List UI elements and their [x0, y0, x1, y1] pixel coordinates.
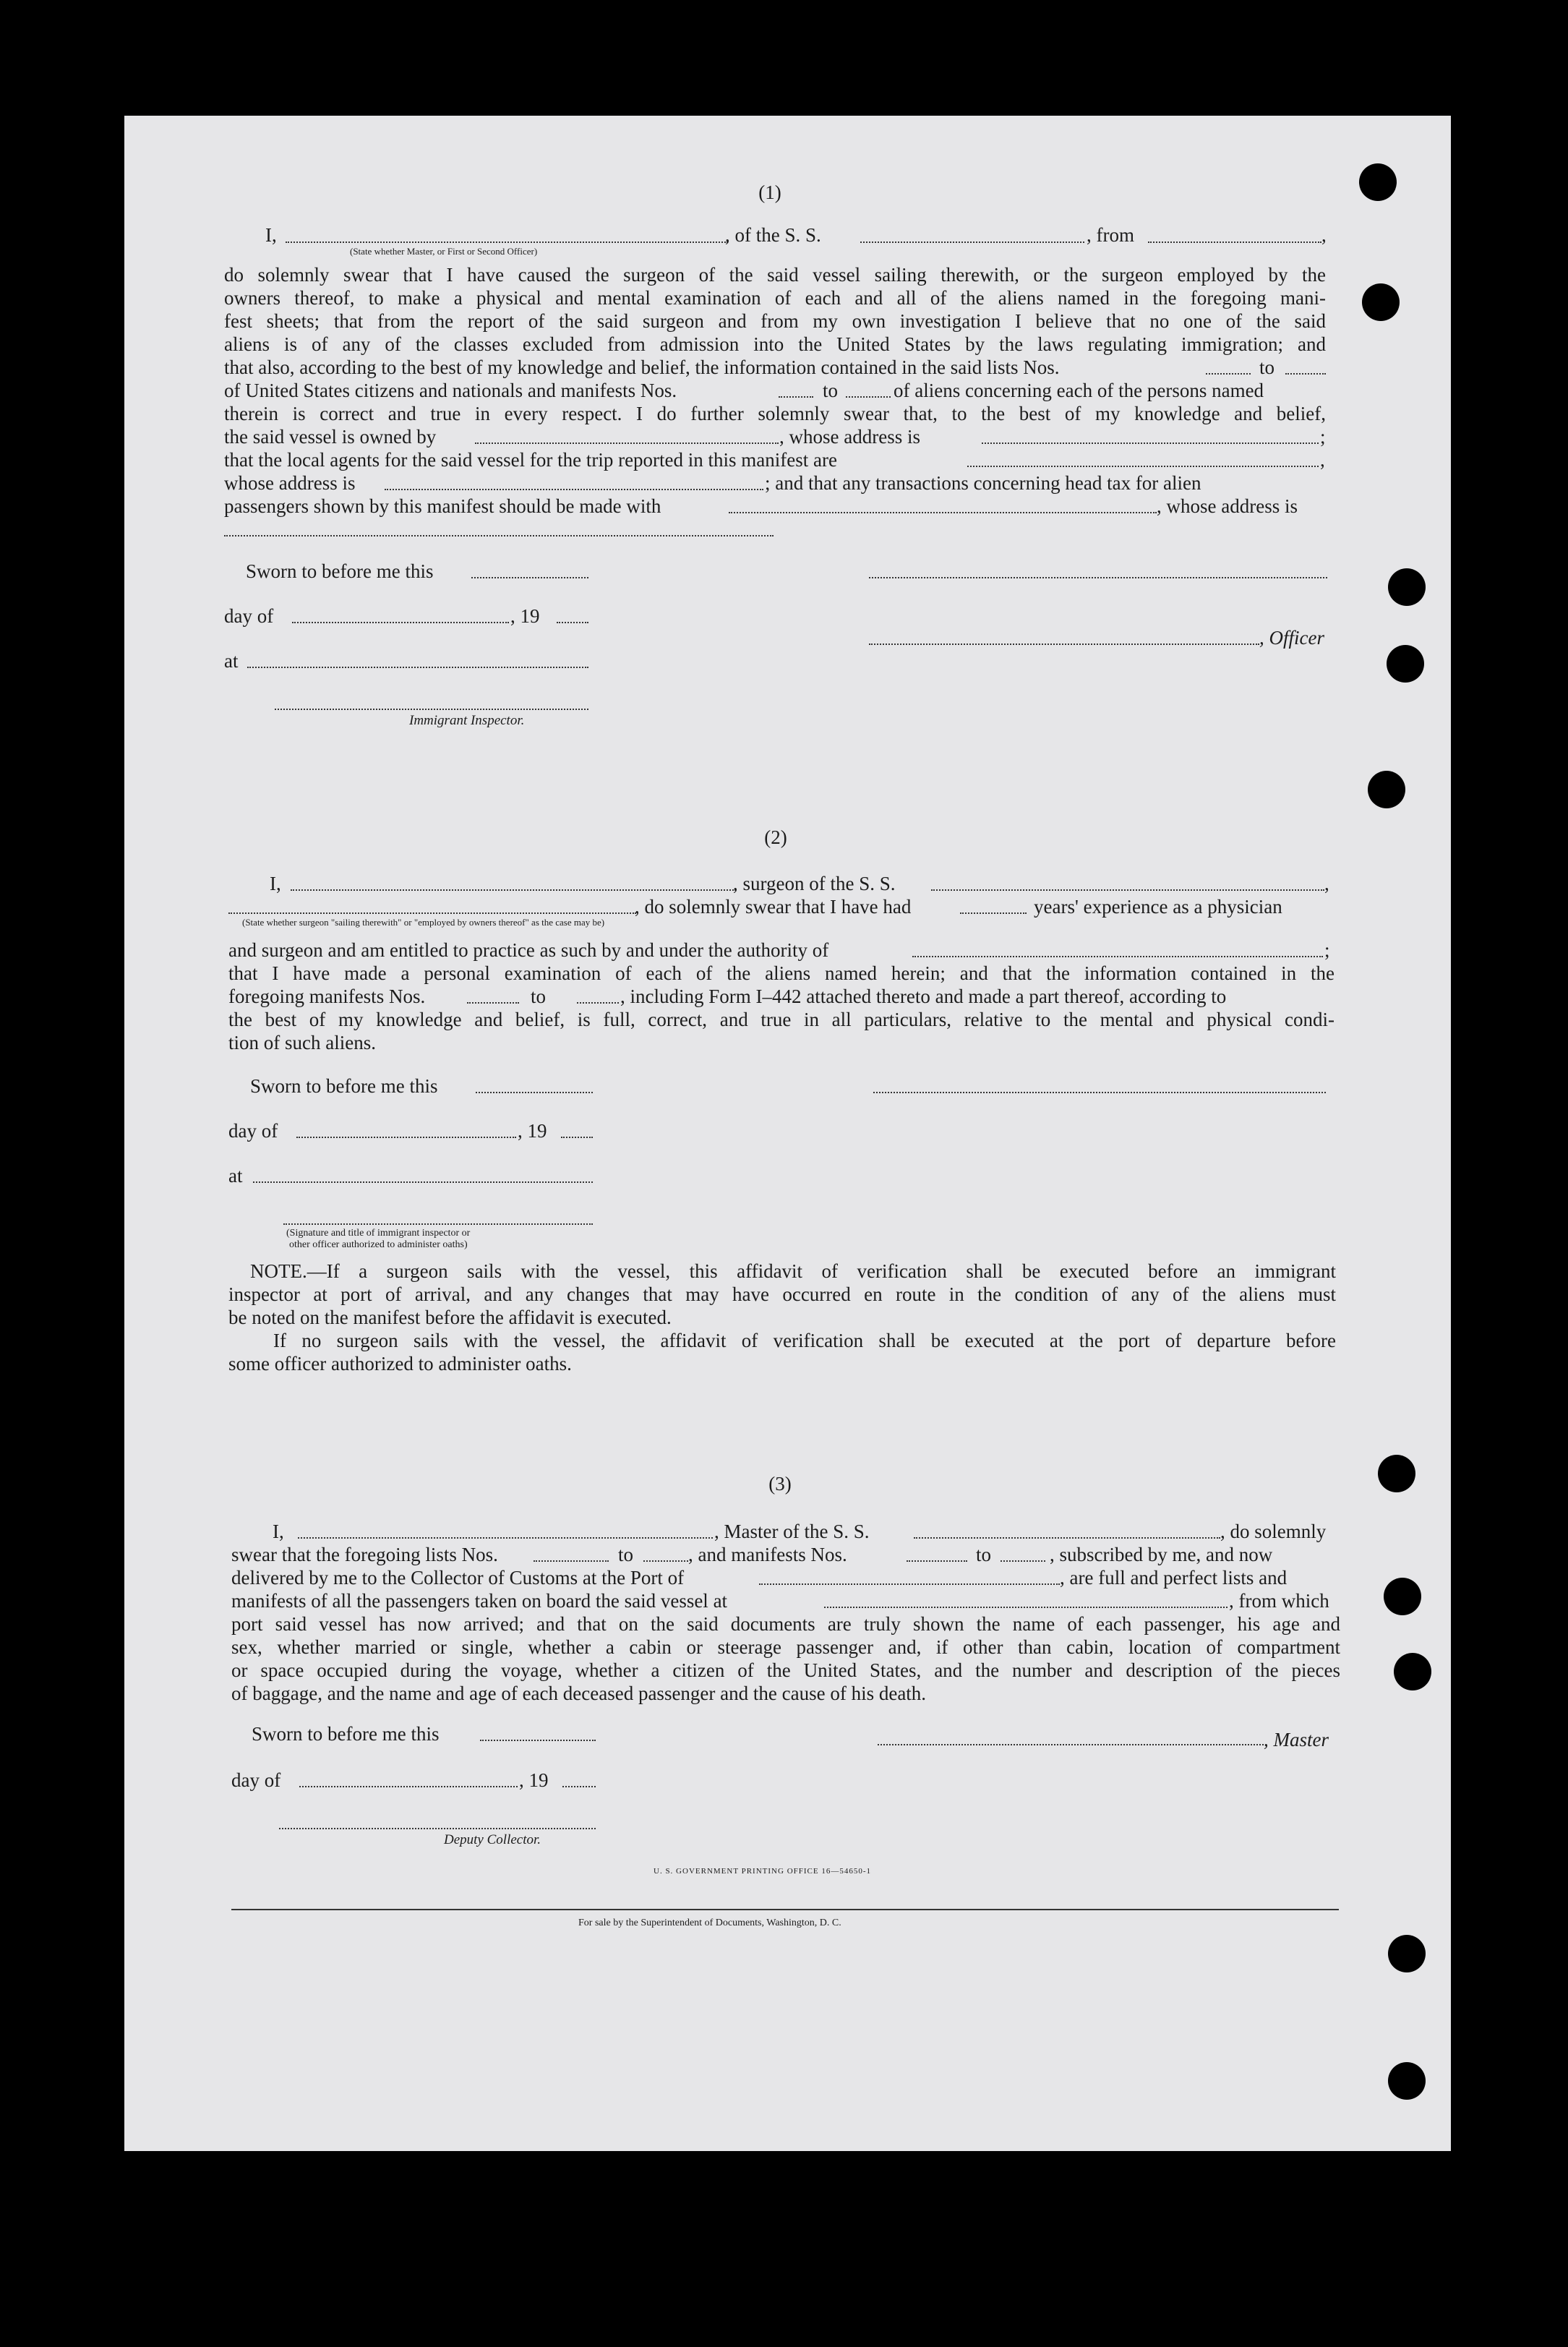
s3-swear-c: , and manifests Nos. [688, 1544, 847, 1565]
s1-sworn-blank [471, 577, 588, 578]
s1-officer-caption: (State whether Master, or First or Second Officer) [350, 246, 538, 257]
punch-hole [1378, 1455, 1415, 1492]
s3-lists-blank-2 [643, 1560, 688, 1562]
s2-at: at [228, 1165, 243, 1187]
s1-owned-c: ; [1320, 426, 1326, 448]
s3-lists-blank-1 [534, 1560, 609, 1562]
s3-ss-blank [914, 1537, 1220, 1539]
s2-exam: that I have made a personal examination of each of the aliens named herein; and that the information contained in the [228, 962, 1334, 984]
s1-owner-address-blank [982, 443, 1319, 444]
s1-agents-blank [967, 466, 1319, 467]
s1-owned-b: , whose address is [779, 426, 920, 448]
s2-sworn-blank [476, 1092, 593, 1093]
s1-inspector-line [275, 709, 588, 710]
s2-manifests-c: , including Form I–442 attached thereto and made a part thereof, according to [620, 986, 1227, 1007]
s3-year: , 19 [519, 1769, 549, 1791]
s3-day-of: day of [231, 1769, 281, 1791]
s3-delivered-a: delivered by me to the Collector of Customs at the Port of [231, 1567, 685, 1589]
s1-whose-a: whose address is [224, 472, 356, 494]
s1-para-line: do solemnly swear that I have caused the surgeon of the said vessel sailing therewith, or the surgeon employed by the [224, 264, 1326, 286]
s2-caption: (State whether surgeon "sailing therewith" or "employed by owners thereof" as the case may be) [242, 917, 605, 928]
s3-para-line: port said vessel has now arrived; and that on the said documents are truly shown the name of each passenger, his age and [231, 1613, 1340, 1635]
s3-year-blank [562, 1786, 596, 1787]
s3-para-line: or space occupied during the voyage, whether a citizen of the United States, and the number and description of the pieces [231, 1659, 1340, 1681]
s1-agents-b: , [1320, 449, 1325, 471]
s2-manifests-a: foregoing manifests Nos. [228, 986, 426, 1007]
punch-hole [1388, 568, 1426, 606]
s1-at-blank [247, 667, 588, 668]
s2-day-of: day of [228, 1120, 278, 1142]
s1-lists-blank-1 [1206, 373, 1251, 375]
s3-master-of: , Master of the S. S. [714, 1521, 870, 1542]
s2-inspector-line [283, 1223, 593, 1225]
s2-note-text: —If a surgeon sails with the vessel, this affidavit of verification shall be executed before an immigrant [307, 1260, 1336, 1282]
s3-last: of baggage, and the name and age of each deceased passenger and the cause of his death. [231, 1683, 927, 1704]
s2-signature-line [873, 1092, 1326, 1093]
s3-swear-to-1: to [618, 1544, 634, 1565]
s2-manifests-blank-2 [577, 1002, 619, 1004]
s1-year: , 19 [510, 605, 540, 627]
s2-surgeon-of: , surgeon of the S. S. [733, 873, 896, 894]
s2-year: , 19 [518, 1120, 547, 1142]
s3-day-blank [299, 1786, 518, 1787]
s2-surgeon-type-blank [228, 912, 636, 914]
s3-manifests-a: manifests of all the passengers taken on board the said vessel at [231, 1590, 728, 1612]
s2-year-blank [561, 1137, 593, 1138]
s2-note-4: If no surgeon sails with the vessel, the affidavit of verification shall be executed at the port of departure before [273, 1330, 1336, 1351]
s1-citizens-a: of United States citizens and nationals and manifests Nos. [224, 380, 677, 401]
s1-at: at [224, 650, 239, 672]
s2-sig-caption-2: other officer authorized to administer oaths) [289, 1239, 468, 1250]
s2-name-blank [291, 889, 736, 891]
s2-authority-a: and surgeon and am entitled to practice as such by and under the authority of [228, 939, 829, 961]
punch-hole [1362, 283, 1400, 321]
s2-sig-caption-1: (Signature and title of immigrant inspector or [286, 1228, 471, 1239]
footer-sale-notice: For sale by the Superintendent of Documents, Washington, D. C. [578, 1918, 841, 1928]
s1-from-blank [1148, 241, 1321, 243]
s2-years-blank [960, 912, 1027, 914]
s3-sworn-blank [480, 1740, 596, 1741]
s2-note-2: inspector at port of arrival, and any changes that may have occurred en route in the condition of any of the aliens must [228, 1283, 1336, 1305]
s2-comma: , [1324, 873, 1329, 894]
s1-whose-b: ; and that any transactions concerning head tax for alien [765, 472, 1201, 494]
punch-hole [1388, 2062, 1426, 2100]
s3-vessel-at-blank [824, 1607, 1228, 1608]
s3-manifests-blank-1 [907, 1560, 967, 1562]
s3-solemnly: , do solemnly [1220, 1521, 1327, 1542]
s2-years: years' experience as a physician [1034, 896, 1282, 918]
s3-manifests-blank-2 [1001, 1560, 1045, 1562]
s3-delivered-b: , are full and perfect lists and [1060, 1567, 1288, 1589]
s1-lists-to: to [1259, 356, 1275, 378]
s2-at-blank [253, 1181, 593, 1183]
punch-hole [1384, 1578, 1421, 1615]
s2-note-5: some officer authorized to administer oaths. [228, 1353, 572, 1375]
s3-master-blank [298, 1537, 713, 1539]
s2-note-3: be noted on the manifest before the affidavit is executed. [228, 1307, 672, 1328]
section-1-heading: (1) [758, 181, 781, 203]
s3-para-line: sex, whether married or single, whether a cabin or steerage passenger and, if other than cabin, location of compartment [231, 1636, 1340, 1658]
s3-master-label: , Master [1264, 1729, 1329, 1750]
s2-note-1 [250, 1260, 1336, 1283]
s3-sworn: Sworn to before me this [252, 1723, 440, 1745]
s2-manifests-blank-1 [467, 1002, 519, 1004]
s1-passengers-a: passengers shown by this manifest should be made with [224, 495, 661, 517]
s1-lists-text: that also, according to the best of my knowledge and belief, the information contained in the said lists Nos. [224, 356, 1060, 378]
s2-swear: , do solemnly swear that I have had [635, 896, 912, 918]
s1-day-blank [292, 622, 509, 623]
s2-authority-b: ; [1324, 939, 1330, 961]
s3-master-signature-line [878, 1744, 1264, 1745]
s1-para-line: owners thereof, to make a physical and mental examination of each and all of the aliens named in the foregoing mani- [224, 287, 1326, 309]
s3-port-blank [759, 1583, 1060, 1585]
s1-owner-blank [475, 443, 779, 444]
s1-citizens-blank-1 [779, 396, 813, 398]
s3-i: I, [273, 1521, 284, 1542]
s1-headtax-blank [729, 512, 1157, 513]
s1-of-ss: , of the S. S. [725, 224, 821, 246]
s1-officer-label: , Officer [1259, 627, 1324, 649]
s1-lists-blank-2 [1285, 373, 1326, 375]
punch-hole [1394, 1653, 1431, 1690]
s2-ss-blank [931, 889, 1324, 891]
s1-year-blank [557, 622, 588, 623]
s1-citizens-to: to [823, 380, 839, 401]
s1-therein: therein is correct and true in every respect. I do further solemnly swear that, to the best of my knowledge and belief, [224, 403, 1326, 424]
s1-para-line: fest sheets; that from the report of the said surgeon and from my own investigation I believe that no one of the said [224, 310, 1326, 332]
s1-from: , from [1087, 224, 1134, 246]
s1-officer-signature-line [869, 577, 1327, 578]
s1-headtax-address-blank [224, 535, 774, 536]
s3-swear-a: swear that the foregoing lists Nos. [231, 1544, 498, 1565]
footer-rule [231, 1909, 1339, 1910]
s1-officer-line [869, 644, 1259, 645]
s1-officer-blank [286, 241, 728, 243]
s2-note-label: NOTE. [250, 1260, 307, 1282]
section-2-heading: (2) [764, 826, 787, 848]
section-3-heading: (3) [768, 1473, 792, 1495]
gpo-imprint: U. S. GOVERNMENT PRINTING OFFICE 16—54650-1 [654, 1867, 872, 1876]
s1-passengers-b: , whose address is [1157, 495, 1298, 517]
s1-i: I, [265, 224, 277, 246]
punch-hole [1359, 163, 1397, 201]
s2-day-blank [296, 1137, 516, 1138]
s2-sworn: Sworn to before me this [250, 1075, 438, 1097]
punch-hole [1387, 645, 1424, 683]
s3-manifests-b: , from which [1229, 1590, 1329, 1612]
s3-collector-label: Deputy Collector. [444, 1832, 541, 1847]
s1-agents-a: that the local agents for the said vessel for the trip reported in this manifest are [224, 449, 837, 471]
punch-hole [1388, 1935, 1426, 1972]
s1-citizens-c: of aliens concerning each of the persons named [894, 380, 1264, 401]
s2-manifests-to: to [531, 986, 547, 1007]
s2-authority-blank [912, 956, 1323, 957]
s1-owned-a: the said vessel is owned by [224, 426, 437, 448]
s1-para-line: aliens is of any of the classes excluded from admission into the United States by the laws regulating immigration; and [224, 333, 1326, 355]
s3-swear-to-2: to [976, 1544, 992, 1565]
s1-ss-blank [860, 241, 1084, 243]
s3-swear-e: , subscribed by me, and now [1050, 1544, 1273, 1565]
s1-citizens-blank-2 [846, 396, 891, 398]
s3-collector-line [279, 1828, 596, 1829]
s1-comma: , [1321, 224, 1327, 246]
s2-such: tion of such aliens. [228, 1032, 376, 1053]
s1-day-of: day of [224, 605, 274, 627]
punch-hole [1368, 771, 1405, 808]
s1-inspector-label: Immigrant Inspector. [409, 713, 525, 728]
s1-agents-address-blank [385, 489, 763, 490]
s1-sworn: Sworn to before me this [246, 560, 434, 582]
s2-i: I, [270, 873, 281, 894]
s2-best: the best of my knowledge and belief, is full, correct, and true in all particulars, relative to the mental and physical condi- [228, 1009, 1334, 1030]
